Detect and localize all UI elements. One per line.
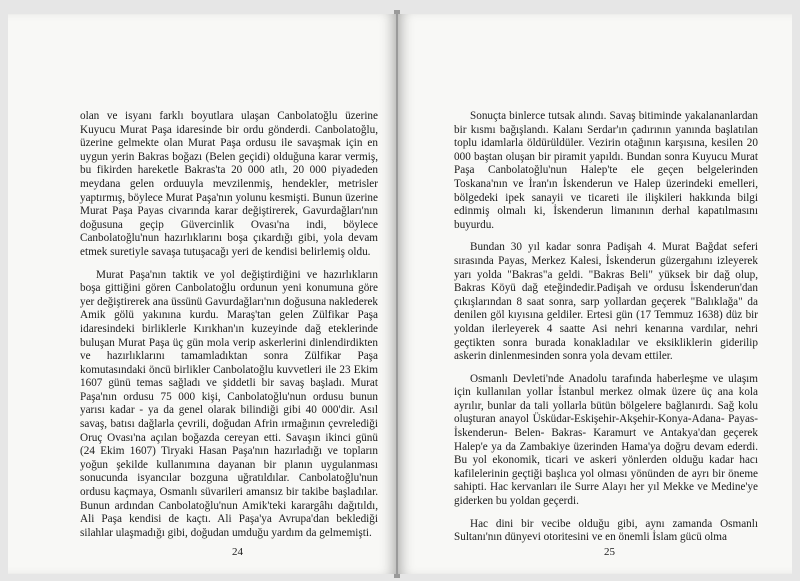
paragraph: Hac dini bir vecibe olduğu gibi, aynı zamanda Osmanlı Sultanı'nın dünyevi otoritesini ve en önemli İslam gücü olma [454, 517, 758, 544]
paragraph: Osmanlı Devleti'nde Anadolu tarafında haberleşme ve ulaşım için kullanılan yollar İstanbul merkez olmak üzere üç ana kola ayrılır, bunlar da tali yollarla bütün bölgelere bağlanırdı. Sağ kolu oluşturan anayol Üsküdar-Eskişehir-Akşehir-Konya-Adana- Payas- İskenderun- Belen- Bakras- Karamurt ve Antakya'dan geçerek Halep'e ya da Zambakiye üzerinden Hama'ya doğru devam ederdi. Bu yol ekonomik, ticari ve askeri yönlerden olduğu kadar hacı kafilelerinin geçtiği başlıca yol olması yönünden de ayrı bir öneme sahipti. Hac kervanları ile Surre Alayı her yıl Mekke ve Medine'ye giderken bu yoldan geçerdi. [454, 372, 758, 508]
page-number: 24 [232, 546, 243, 558]
paragraph: Sonuçta binlerce tutsak alındı. Savaş bitiminde yakalananlardan bir kısmı bağışlandı. Kalanı Serdar'ın çadırının yanında başlatılan toplu idamlarla öldürüldüler. Vezirin otağının karşısına, kesilen 20 000 baştan oluşan bir piramit yapıldı. Bundan sonra Kuyucu Murat Paşa Canbolatoğlu'nun Halep'te ele geçen belgelerinden Toskana'nın ve İran'ın İskenderun ve Halep üzerindeki emelleri, bölgedeki ipek sanayii ve ticareti ile ilişkileri hakkında bilgi edinmiş olmalı ki, İskenderun limanının derhal kapatılmasını buyurdu. [454, 110, 758, 231]
page-number: 25 [604, 546, 615, 558]
left-page [8, 14, 396, 574]
right-page [398, 14, 792, 574]
right-page-text [454, 110, 758, 554]
left-page-text [80, 110, 378, 549]
paragraph: Bundan 30 yıl kadar sonra Padişah 4. Murat Bağdat seferi sırasında Payas, Merkez Kalesi, İskenderun güzergahını izleyerek yarı yolda "Bakras"a geldi. "Bakras Beli" yüksek bir dağ olup, Bakras Köyü dağ eteğindedir.Padişah ve ordusu İskenderun'dan çıkışlarından 8 saat sonra, sarp yollardan geçerek "Balıklağa" da denilen göl kıyısına geldiler. Ertesi gün (17 Temmuz 1638) düz bir yoldan ilerleyerek 4 saatte Asi nehri kenarına vardılar, nehri geçtikten sonra burada konakladılar ve eksikliklerin giderilip askerin dinlenmesinden sonra yola devam ettiler. [454, 241, 758, 363]
paragraph: Murat Paşa'nın taktik ve yol değiştirdiğini ve hazırlıkların boşa gittiğini gören Canbolatoğlu ordunun yeni konumuna göre yer değiştirerek ana üssünü Gavurdağları'nın doğusuna naklederek Amik gölü yakınına kurdu. Maraş'tan gelen Zülfikar Paşa idaresindeki birliklerle Kırıkhan'ın kuzeyinde dağ eteklerinde buluşan Murat Paşa üç gün mola verip askerlerini dinlendirdikten ve hazırlıklarını tamamladıktan sonra Zülfikar Paşa komutasındaki öncü birlikler Canbolatoğlu kuvvetleri ile 23 Ekim 1607 günü temas sağladı ve şiddetli bir savaş başladı. Murat Paşa'nın ordusu 75 000 kişi, Canbolatoğlu'nun ordusu bunun yarısı kadar - ya da genel olarak bilindiği gibi 40 000'dir. Asıl savaş, batısı dağlarla çevrili, doğudan Afrin ırmağının çevrelediği Oruç Ovası'na açılan boğazda cereyan etti. Savaşın ikinci günü (24 Ekim 1607) Tiryaki Hasan Paşa'nın hazırladığı ve topların yoğun şekilde kullanımına dayanan bir planın uygulanması sonucunda isyancılar bozguna uğratıldılar. Canbolatoğlu'nun ordusu kaçmaya, Osmanlı süvarileri amansız bir takibe başladılar. Bunun ardından Canbolatoğlu'nun Amik'teki karargâhı dağıtıldı, Ali Paşa kendisi de kaçtı. Ali Paşa'ya Avrupa'dan beklediği silahlar ulaşmadığı gibi, doğudan umduğu yardım da gelmemişti. [80, 268, 378, 539]
paragraph: olan ve isyanı farklı boyutlara ulaşan Canbolatoğlu üzerine Kuyucu Murat Paşa idaresinde bir ordu gönderdi. Canbolatoğlu, üzerine gelmekte olan Murat Paşa ordusu ile savaşmak için en uygun yerin Bakras boğazı (Belen geçidi) olduğuna karar vermiş, bu fikirden hareketle Bakras'ta 20 000 atlı, 20 000 piyadeden meydana gelen orduuyla mevzilenmiş, hendekler, metrisler yaptırmış, böylece Murat Paşa'nın yolunu kesmişti. Bunun üzerine Murat Paşa Payas civarında karar değiştirerek, Gavurdağları'nın doğusuna geçip Güvercinlik Ovası'na indi, böylece Canbolatoğlu'nun hazırlıklarını boşa çıkardığı gibi, yola devam etmek suretiyle savaşa tutuşacağı yeri de kendisi belirlemiş oldu. [80, 110, 378, 258]
